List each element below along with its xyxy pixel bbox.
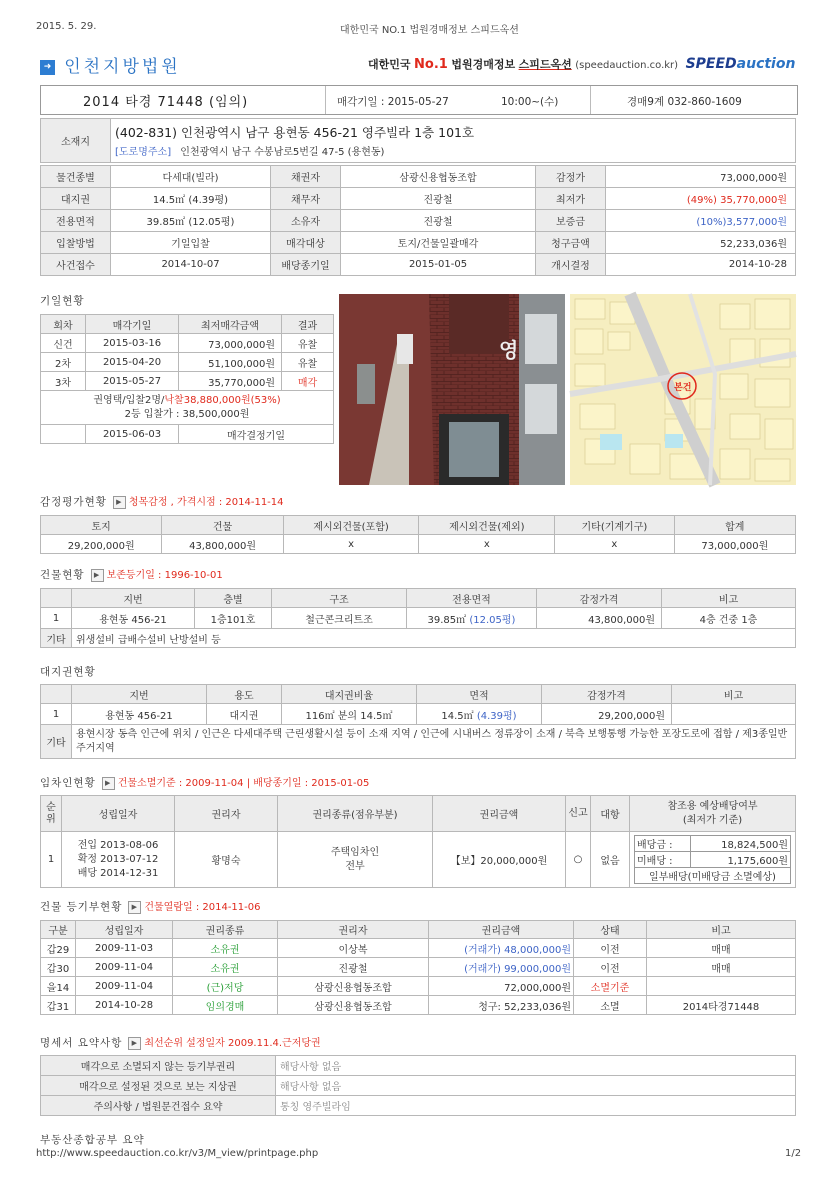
ah-cell: 2015-03-16	[86, 334, 179, 353]
summary-value: (49%) 35,770,000원	[606, 188, 796, 210]
tenant-header: (최저가 기준)	[682, 814, 743, 826]
summary-value: 73,000,000원	[606, 166, 796, 188]
registry-section	[40, 898, 261, 914]
statement-sub: 최선순위 설정일자 2009.11.4.근저당권	[144, 1038, 321, 1049]
registry-title: 건물 등기부현황	[40, 901, 123, 913]
print-date: 2015. 5. 29.	[36, 21, 97, 32]
tenant-title: 임차인현황	[40, 777, 96, 789]
summary-value: 진광철	[341, 210, 536, 232]
appraisal-sub: 청목감정 , 가격시점 : 2014-11-14	[128, 497, 284, 508]
dividend-amount: 18,824,500원	[691, 836, 791, 852]
building-header: 감정가격	[537, 589, 662, 608]
tenant-part: 전부	[345, 860, 365, 872]
building-header: 비고	[662, 589, 796, 608]
tenant-header: 권리자	[175, 796, 278, 832]
dividend-label: 배당금 :	[635, 836, 691, 852]
partial-dividend: 일부배당(미배당금 소멸예상)	[635, 868, 791, 884]
land-etc: 용현시장 동측 인근에 위치 / 인근은 다세대주택 근린생활시설 등이 소재 지역 / 인근에 시내버스 정류장이 소재 / 북측 보행통행 가능한 포장도로에 접함 / 제3종일반주거지역	[72, 725, 796, 759]
summary-row	[41, 254, 796, 276]
summary-row	[41, 210, 796, 232]
summary-label: 매각대상	[271, 232, 341, 254]
reg-right: 소유권	[173, 939, 278, 958]
tenant-kind: 주택임차인	[330, 846, 380, 858]
summary-label: 최저가	[536, 188, 606, 210]
land-table	[40, 684, 796, 759]
summary-value: 토지/건물일괄매각	[341, 232, 536, 254]
play-arrow-icon[interactable]: ▶	[128, 901, 141, 914]
sale-date: 매각기일 : 2015-05-27	[337, 96, 449, 108]
reg-note	[647, 977, 796, 996]
ah-header: 회차	[41, 315, 86, 334]
registry-header: 권리자	[278, 921, 429, 939]
brand-url: (speedauction.co.kr)	[575, 60, 679, 71]
address-cell	[111, 119, 796, 163]
road-address: 인천광역시 남구 수봉남로5번길 47-5 (용현동)	[180, 147, 385, 158]
land-row	[41, 704, 796, 725]
tenant-amount: 【보】20,000,000원	[433, 832, 566, 888]
summary-value: 삼광신용협동조합	[341, 166, 536, 188]
tenant-table	[40, 795, 796, 888]
appraisal-title: 감정평가현황	[40, 496, 107, 508]
appraisal-header: 토지	[41, 516, 162, 535]
reg-status: 소멸	[574, 996, 647, 1015]
building-header: 지번	[72, 589, 195, 608]
statement-row	[41, 1096, 796, 1116]
ah-cell: 신건	[41, 334, 86, 353]
summary-label: 보증금	[536, 210, 606, 232]
property-photo[interactable]	[339, 294, 565, 485]
reg-kind: 을14	[41, 977, 76, 996]
statement-label: 주의사항 / 법원문건접수 요약	[41, 1096, 276, 1116]
appraisal-value: x	[283, 535, 419, 554]
auction-history-title: 기일현황	[40, 295, 85, 307]
ah-cell: 3차	[41, 372, 86, 391]
ah-cell: 유찰	[282, 353, 334, 372]
summary-label: 전용면적	[41, 210, 111, 232]
tenant-holder: 황명숙	[175, 832, 278, 888]
registry-sub: 건물열람일 : 2014-11-06	[144, 902, 261, 913]
land-header: 지번	[72, 685, 207, 704]
building-note: 4층 건중 1층	[662, 608, 796, 629]
tenant-header: 성립일자	[62, 796, 175, 832]
reg-kind: 갑29	[41, 939, 76, 958]
summary-row	[41, 166, 796, 188]
appraisal-section	[40, 493, 284, 509]
summary-value: 39.85㎡ (12.05평)	[111, 210, 271, 232]
footer-page: 1/2	[785, 1148, 802, 1159]
summary-row	[41, 188, 796, 210]
tenant-row	[41, 832, 796, 888]
summary-label: 채무자	[271, 188, 341, 210]
summary-value: 다세대(빌라)	[111, 166, 271, 188]
court-header	[40, 52, 181, 76]
court-name: 인천지방법원	[64, 57, 181, 77]
land-area: 14.5㎡	[441, 710, 474, 722]
play-arrow-icon[interactable]: ▶	[91, 569, 104, 582]
reg-date: 2014-10-28	[76, 996, 173, 1015]
address-table	[40, 118, 796, 163]
statement-table	[40, 1055, 796, 1116]
land-etc-label: 기타	[41, 725, 72, 759]
appraisal-value: 43,800,000원	[162, 535, 283, 554]
play-arrow-icon[interactable]: ▶	[102, 777, 115, 790]
registry-header: 성립일자	[76, 921, 173, 939]
building-etc: 위생설비 급배수설비 난방설비 등	[72, 629, 796, 648]
tenant-sub: 건물소멸기준 : 2009-11-04 | 배당종기일 : 2015-01-05	[117, 778, 370, 789]
undividend-amount: 1,175,600원	[691, 852, 791, 868]
brand-desc: 법원경매정보	[451, 58, 516, 71]
ah-cell: 2차	[41, 353, 86, 372]
registry-row	[41, 996, 796, 1015]
cutoff-section	[40, 1128, 145, 1146]
land-header: 대지권비율	[282, 685, 417, 704]
ah-header: 최저매각금액	[179, 315, 282, 334]
land-ratio: 116㎡ 분의 14.5㎡	[282, 704, 417, 725]
tenant-oppose: 없음	[591, 832, 630, 888]
ah-header: 결과	[282, 315, 334, 334]
reg-status: 이전	[574, 958, 647, 977]
statement-row	[41, 1056, 796, 1076]
decision-date: 2015-06-03	[86, 425, 179, 444]
ah-row	[41, 334, 334, 353]
land-lot: 용현동 456-21	[72, 704, 207, 725]
play-arrow-icon[interactable]: ▶	[113, 496, 126, 509]
cutoff-title: 부동산종합공부 요약	[40, 1134, 145, 1146]
ah-cell: 2015-04-20	[86, 353, 179, 372]
logo-speed: SPEED	[685, 56, 737, 72]
building-lot: 용현동 456-21	[72, 608, 195, 629]
building-table	[40, 588, 796, 648]
summary-label: 사건접수	[41, 254, 111, 276]
summary-label: 대지권	[41, 188, 111, 210]
speed-auction-logo	[686, 56, 796, 72]
ah-decision-row	[41, 425, 334, 444]
land-header: 비고	[672, 685, 796, 704]
appraisal-value: x	[419, 535, 555, 554]
appraisal-table	[40, 515, 796, 554]
registry-header: 상태	[574, 921, 647, 939]
registry-row	[41, 958, 796, 977]
statement-label: 매각으로 소멸되지 않는 등기부권리	[41, 1056, 276, 1076]
tenant-header: 순위	[41, 796, 62, 832]
building-floor: 1층101호	[195, 608, 272, 629]
statement-row	[41, 1076, 796, 1096]
reg-date: 2009-11-04	[76, 958, 173, 977]
summary-label: 청구금액	[536, 232, 606, 254]
reg-amount: 청구: 52,233,036원	[429, 996, 574, 1015]
brand-no1: No.1	[414, 57, 448, 72]
photo-sign-text: 영	[499, 338, 519, 362]
location-map[interactable]	[570, 294, 796, 485]
reg-holder: 삼광신용협동조합	[278, 977, 429, 996]
ah-cell: 73,000,000원	[179, 334, 282, 353]
auction-history-table	[40, 314, 334, 444]
summary-value: (10%)3,577,000원	[606, 210, 796, 232]
land-no: 1	[41, 704, 72, 725]
brand-name: 스피드옥션	[518, 58, 572, 71]
land-area-py: (4.39평)	[476, 710, 517, 722]
summary-value: 2015-01-05	[341, 254, 536, 276]
summary-value: 기일입찰	[111, 232, 271, 254]
case-number: 2014 타경 71448 (임의)	[83, 95, 249, 110]
appraisal-header: 합계	[674, 516, 795, 535]
tenant-date: 확정 2013-07-12	[77, 853, 159, 865]
ah-cell: 유찰	[282, 334, 334, 353]
summary-label: 감정가	[536, 166, 606, 188]
building-header: 층별	[195, 589, 272, 608]
summary-value: 52,233,036원	[606, 232, 796, 254]
land-use: 대지권	[207, 704, 282, 725]
summary-label: 개시결정	[536, 254, 606, 276]
reg-kind: 갑31	[41, 996, 76, 1015]
reg-right: 임의경매	[173, 996, 278, 1015]
appraisal-value: 29,200,000원	[41, 535, 162, 554]
registry-row	[41, 939, 796, 958]
summary-row	[41, 232, 796, 254]
sale-time: 10:00~(수)	[501, 96, 559, 108]
reg-amount: (거래가) 99,000,000원	[429, 958, 574, 977]
winner-info: 권영택/입찰2명/	[93, 394, 165, 406]
reg-status: 이전	[574, 939, 647, 958]
footer-url[interactable]: http://www.speedauction.co.kr/v3/M_view/printpage.php	[36, 1148, 319, 1159]
dividend-box	[634, 835, 791, 884]
tenant-report: ○	[566, 832, 591, 888]
reg-note: 매매	[647, 958, 796, 977]
reg-right: (근)저당	[173, 977, 278, 996]
logo-auction: auction	[736, 56, 796, 72]
map-marker-label: 본건	[674, 383, 692, 393]
ah-winner-row	[41, 391, 334, 425]
registry-header: 권리종류	[173, 921, 278, 939]
summary-label: 배당종기일	[271, 254, 341, 276]
building-sub: 보존등기일 : 1996-10-01	[106, 570, 223, 581]
tenant-header: 권리금액	[433, 796, 566, 832]
statement-title: 명세서 요약사항	[40, 1037, 123, 1049]
summary-label: 입찰방법	[41, 232, 111, 254]
building-etc-label: 기타	[41, 629, 72, 648]
land-header: 용도	[207, 685, 282, 704]
play-arrow-icon[interactable]: ▶	[128, 1037, 141, 1050]
building-header: 전용면적	[407, 589, 537, 608]
registry-header: 비고	[647, 921, 796, 939]
tenant-date: 배당 2014-12-31	[77, 867, 159, 879]
statement-value: 해당사항 없음	[276, 1056, 796, 1076]
summary-value: 2014-10-28	[606, 254, 796, 276]
reg-holder: 삼광신용협동조합	[278, 996, 429, 1015]
court-dept: 경매9계 032-860-1609	[627, 96, 742, 108]
statement-label: 매각으로 설정된 것으로 보는 지상권	[41, 1076, 276, 1096]
reg-date: 2009-11-04	[76, 977, 173, 996]
reg-right: 소유권	[173, 958, 278, 977]
tenant-header: 참조용 예상배당여부	[667, 800, 758, 812]
statement-value: 해당사항 없음	[276, 1076, 796, 1096]
land-price: 29,200,000원	[542, 704, 672, 725]
building-structure: 철근콘크리트조	[272, 608, 407, 629]
brand-bar	[368, 56, 795, 72]
summary-label: 소유자	[271, 210, 341, 232]
tenant-header: 신고	[566, 796, 591, 832]
building-section	[40, 566, 223, 582]
appraisal-value: 73,000,000원	[674, 535, 795, 554]
road-address-tag[interactable]: [도로명주소]	[115, 147, 172, 158]
address-label: 소재지	[41, 119, 111, 163]
statement-value: 통칭 영주빌라임	[276, 1096, 796, 1116]
reg-note: 2014타경71448	[647, 996, 796, 1015]
ah-cell: 2015-05-27	[86, 372, 179, 391]
ah-cell: 51,100,000원	[179, 353, 282, 372]
reg-note: 매매	[647, 939, 796, 958]
tenant-rank: 1	[41, 832, 62, 888]
second-bid: 2등 입찰가 : 38,500,000원	[124, 408, 250, 420]
land-title: 대지권현황	[40, 666, 96, 678]
registry-table	[40, 920, 796, 1015]
reg-kind: 갑30	[41, 958, 76, 977]
building-row	[41, 608, 796, 629]
ah-header: 매각기일	[86, 315, 179, 334]
appraisal-header: 제시외건물(제외)	[419, 516, 555, 535]
reg-holder: 이상복	[278, 939, 429, 958]
winner-price: 낙찰38,880,000원(53%)	[164, 394, 281, 406]
decision-label: 매각결정기일	[179, 425, 334, 444]
summary-label: 채권자	[271, 166, 341, 188]
appraisal-header: 건물	[162, 516, 283, 535]
reg-amount: (거래가) 48,000,000원	[429, 939, 574, 958]
registry-header: 구분	[41, 921, 76, 939]
print-title: 대한민국 NO.1 법원경매정보 스피드옥션	[340, 25, 519, 36]
summary-table	[40, 165, 796, 276]
building-no: 1	[41, 608, 72, 629]
ah-result-sold: 매각	[282, 372, 334, 391]
building-area: 39.85㎡	[427, 614, 467, 626]
land-header: 감정가격	[542, 685, 672, 704]
summary-label: 물건종별	[41, 166, 111, 188]
land-note	[672, 704, 796, 725]
building-header: 구조	[272, 589, 407, 608]
appraisal-header: 기타(기계기구)	[555, 516, 674, 535]
summary-value: 2014-10-07	[111, 254, 271, 276]
registry-row	[41, 977, 796, 996]
building-price: 43,800,000원	[537, 608, 662, 629]
brand-korea: 대한민국	[368, 58, 411, 71]
tenant-section	[40, 774, 369, 790]
case-header	[40, 85, 798, 115]
land-header: 면적	[417, 685, 542, 704]
photo-illustration	[339, 294, 565, 485]
undividend-label: 미배당 :	[635, 852, 691, 868]
building-title: 건물현황	[40, 569, 85, 581]
reg-status: 소멸기준	[574, 977, 647, 996]
tenant-date: 전입 2013-08-06	[77, 839, 159, 851]
tenant-header: 권리종류(점유부분)	[278, 796, 433, 832]
building-area-py: (12.05평)	[469, 614, 516, 626]
statement-section	[40, 1034, 321, 1050]
tenant-header: 대항	[591, 796, 630, 832]
ah-row	[41, 372, 334, 391]
summary-value: 14.5㎡ (4.39평)	[111, 188, 271, 210]
appraisal-value: x	[555, 535, 674, 554]
court-arrow-icon: ➜	[40, 60, 55, 75]
ah-row	[41, 353, 334, 372]
appraisal-header: 제시외건물(포함)	[283, 516, 419, 535]
address-main: (402-831) 인천광역시 남구 용현동 456-21 영주빌라 1층 101호	[115, 125, 475, 140]
ah-cell: 35,770,000원	[179, 372, 282, 391]
summary-value: 진광철	[341, 188, 536, 210]
reg-date: 2009-11-03	[76, 939, 173, 958]
reg-holder: 진광철	[278, 958, 429, 977]
reg-amount: 72,000,000원	[429, 977, 574, 996]
registry-header: 권리금액	[429, 921, 574, 939]
